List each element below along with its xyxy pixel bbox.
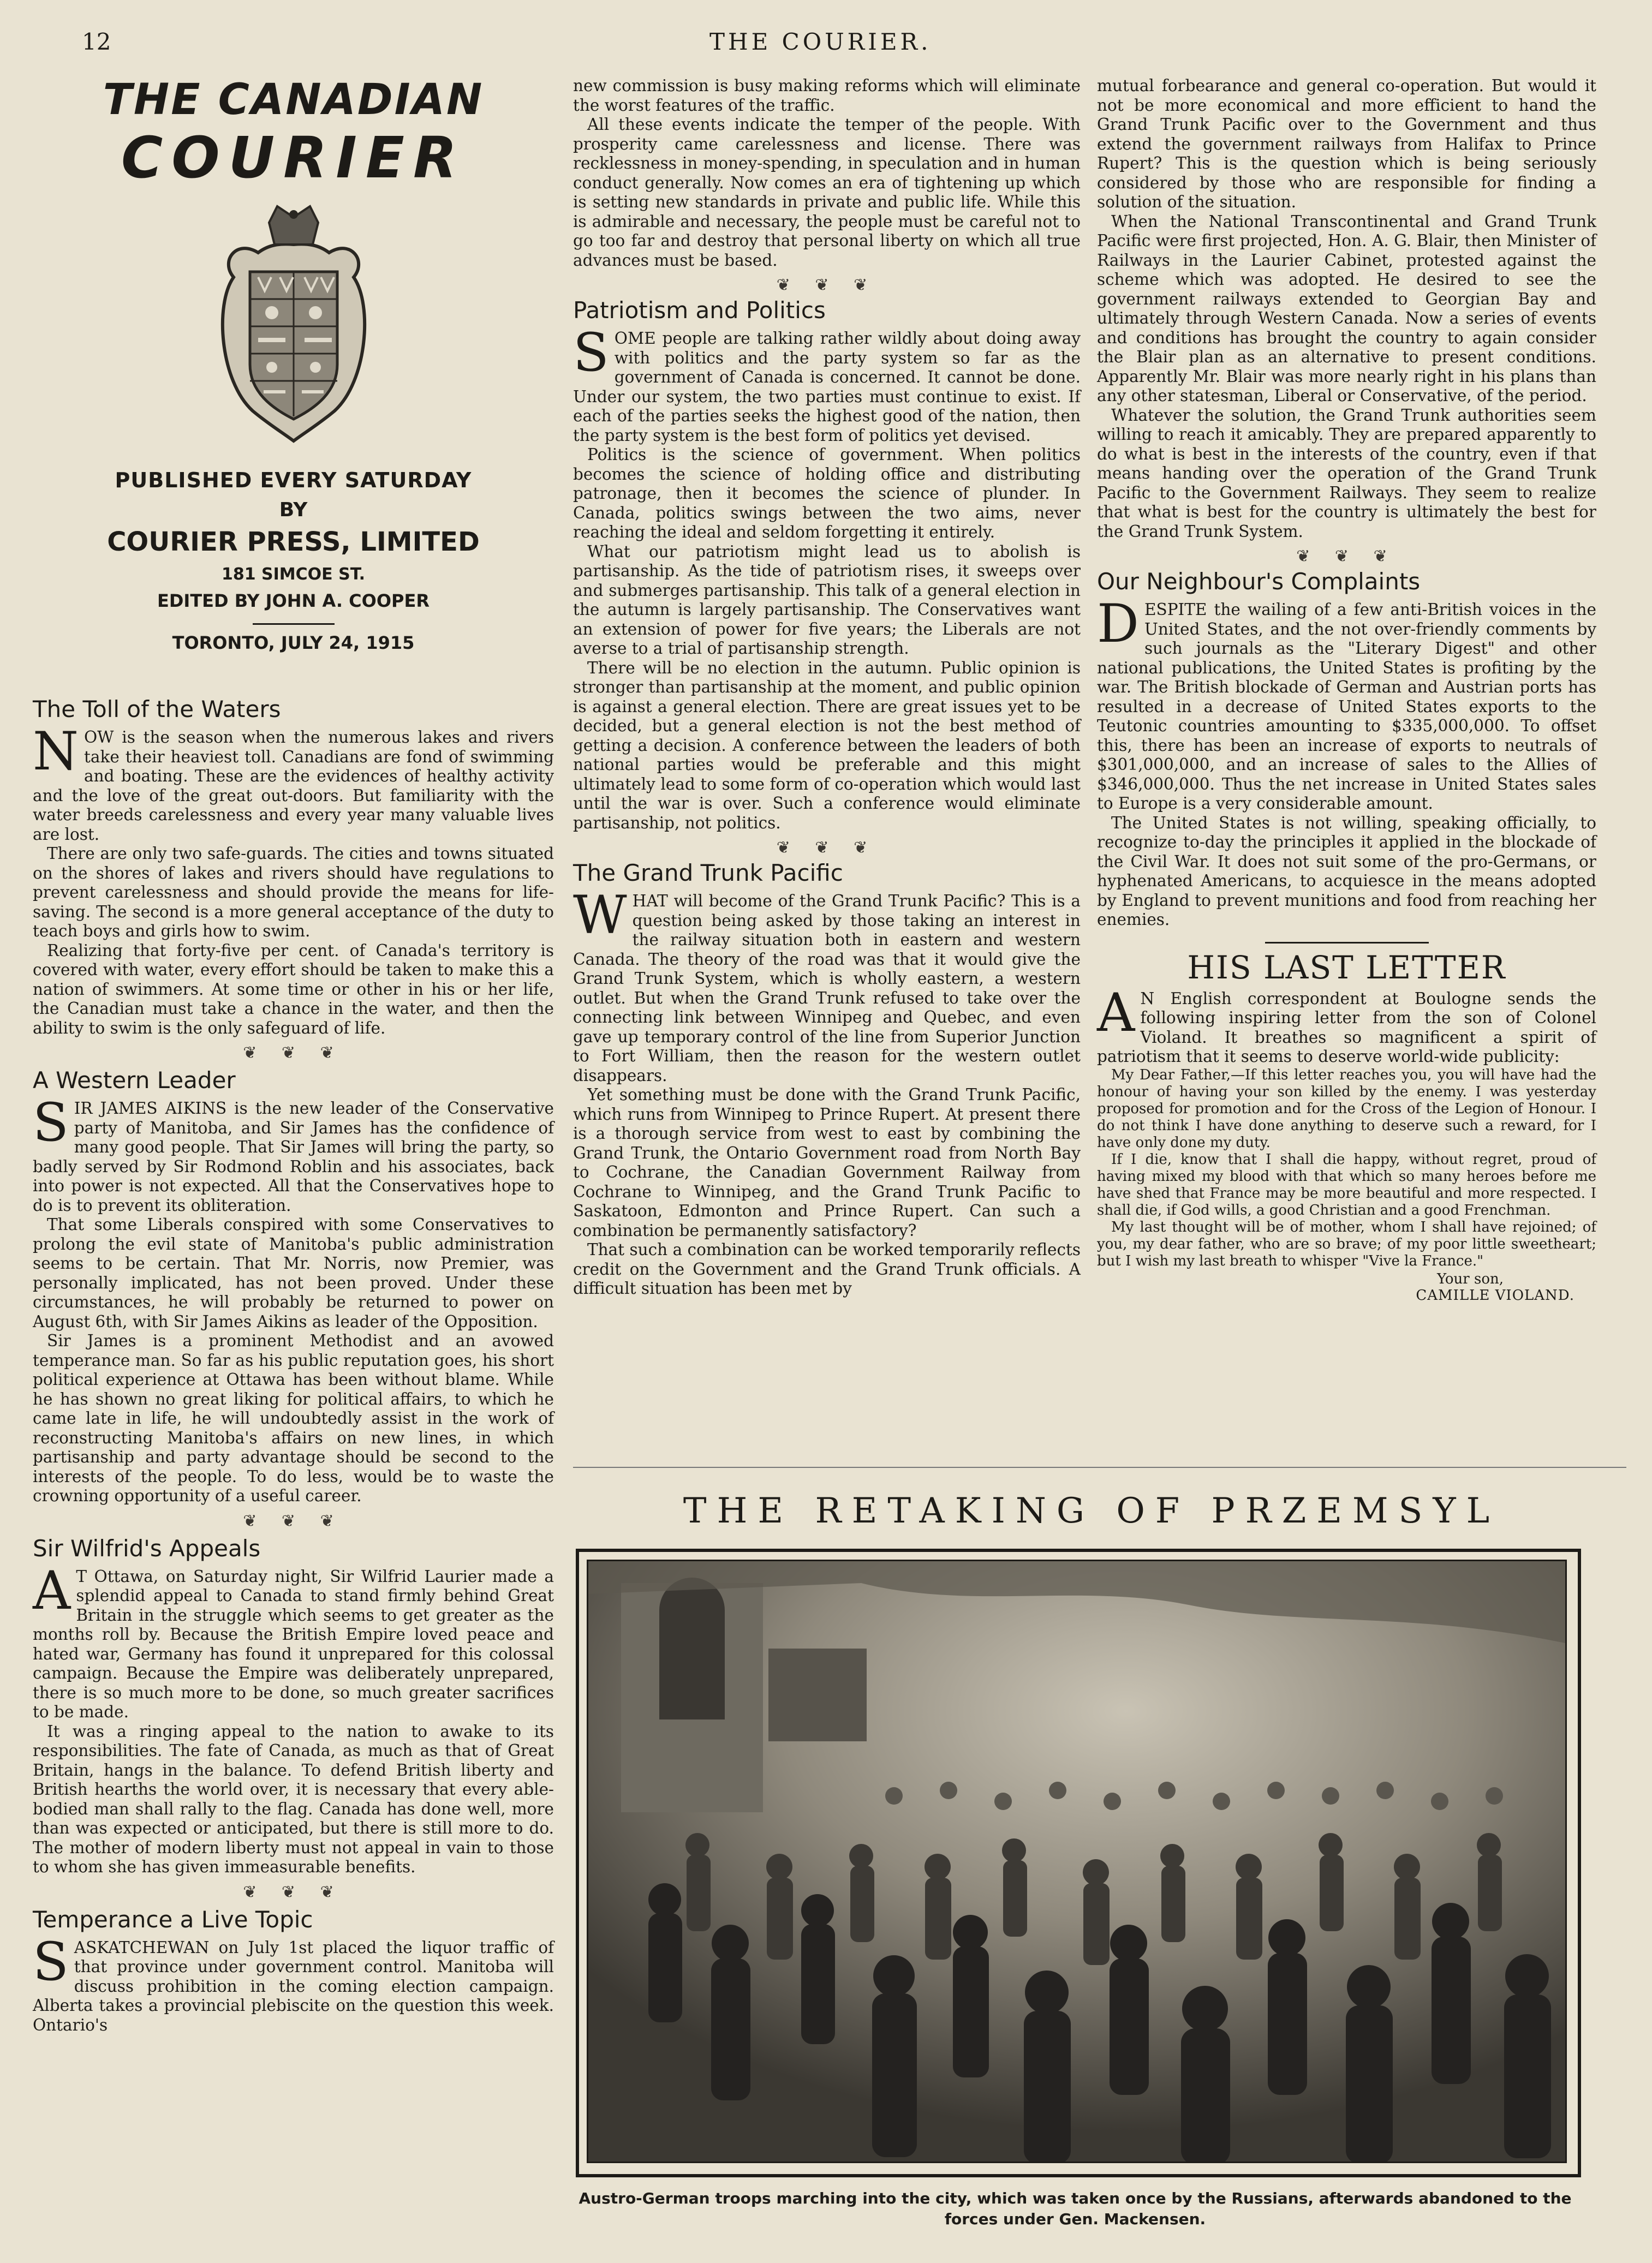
article-heading: A Western Leader — [33, 1067, 236, 1094]
section-ornament: ❦ ❦ ❦ — [243, 1882, 344, 1902]
article-heading: HIS LAST LETTER — [1187, 948, 1506, 986]
article-paragraph: When the National Transcontinental and Grand Trunk Pacific were first projected, Hon. A. G. Blair, then Minister of Railways in the Laurier Cabinet, protested against the scheme which was adopted. He desired to see the government railways extended to Georgian Bay and ultimately through Western Canada. Now a series of events and conditions has brought the country to again consider the Blair plan as an alternative to present conditions. Apparently Mr. Blair was more nearly right in his plans than any other statesman, Liberal or Conservative, of the period. — [1097, 212, 1596, 405]
article-heading: Our Neighbour's Complaints — [1097, 568, 1421, 595]
drop-cap: S — [33, 1092, 69, 1153]
letter-signature: CAMILLE VIOLAND. — [1416, 1287, 1575, 1304]
photo-frame-inner — [587, 1560, 1567, 2163]
column-1 — [33, 65, 554, 2035]
article-paragraph: It was a ringing appeal to the nation to awake to its responsibilities. The fate of Canada, as much as that of Great Britain, hangs in the balance. To defend British liberty and British hearths the world over, it is necessary that every able-bodied man shall rally to the flag. Canada has done well, more than was expected or anticipated, but there is still more to do. The mother of modern liberty must not appeal in vain to those to whom she has given immeasurable benefits. — [33, 1722, 554, 1876]
paragraph-text: OME people are talking rather wildly about doing away with politics and the party system so far as the government of Canada is concerned. It cannot be done. Under our system, the two parties must continue to exist. If each of the parties seeks the highest good of the nation, then the party system is the best form of politics yet devised. — [573, 329, 1081, 445]
section-ornament: ❦ ❦ ❦ — [776, 276, 878, 295]
article-paragraph: There are only two safe-guards. The cities and towns situated on the shores of lakes and rivers should have regulations to prevent carelessness and should provide the means for life-saving. The second is a more general acceptance of the duty to teach boys and girls how to swim. — [33, 844, 554, 940]
article-paragraph — [573, 322, 1081, 445]
paragraph-text: ESPITE the wailing of a few anti-British voices in the United States, and the not over-friendly comments by such journals as the "Literary Digest" and other national publications, the United States is profiting by the war. The British blockade of German and Austrian ports has resulted in a decrease of United States exports to the Teutonic countries amounting to $335,000,000. To offset this, there has been an increase of exports to neutrals of $301,000,000, and an increase of sales to the Allies of $346,000,000. Thus the net increase in United States sales to Europe is a very considerable amount. — [1097, 600, 1596, 813]
article-heading: Sir Wilfrid's Appeals — [33, 1534, 261, 1562]
paragraph-text: ASKATCHEWAN on July 1st placed the liquor traffic of that province under government control. Manitoba will discuss prohibition in the coming election campaign. Alberta takes a provincial plebiscite on the question this week. Ontario's — [33, 1938, 554, 2034]
drop-cap: A — [33, 1560, 71, 1621]
drop-cap: A — [1097, 982, 1135, 1043]
drop-cap: D — [1097, 593, 1139, 654]
drop-cap: S — [573, 322, 609, 383]
paragraph-text: HAT will become of the Grand Trunk Pacific? This is a question being asked by those taking an interest in the railway situation both in eastern and western Canada. The theory of the road was that it would give the Grand Trunk System, which is wholly eastern, a western outlet. But when the Grand Trunk refused to take over the connecting link between Winnipeg and Quebec, and even gave up temporary control of the line from Superior Junction to Fort William, then the reason for the western outlet disappears. — [573, 892, 1081, 1085]
article-paragraph: Sir James is a prominent Methodist and an avowed temperance man. So far as his public reputation goes, his short political experience at Ottawa has been without blame. While he has shown no great liking for political affairs, to which he came late in life, he will undoubtedly assist in the work of reconstructing Manitoba's affairs on new lines, in which partisanship and party advantage should be second to the interests of the people. To do less, would be to waste the crowning opportunity of a useful career. — [33, 1331, 554, 1505]
publication-by: BY — [279, 499, 308, 521]
paragraph-text: N English correspondent at Boulogne sends the following inspiring letter from the son of Colonel Violand. It breathes so magnificent a spirit of patriotism that it seems to deserve world-wide publicity: — [1097, 989, 1596, 1066]
article-paragraph: Whatever the solution, the Grand Trunk authorities seem willing to reach it amicably. They are prepared apparently to do what is best in the interests of the country, even if that means handing over the operation of the Grand Trunk Pacific to the Government Railways. They seem to realize that what is best for the country is ultimately the best for the Grand Trunk System. — [1097, 405, 1596, 541]
dateline: TORONTO, JULY 24, 1915 — [172, 632, 415, 653]
article-heading: Temperance a Live Topic — [33, 1906, 313, 1933]
letter-paragraph: My Dear Father,—If this letter reaches you, you will have had the honour of having your son killed by the enemy. I was yesterday proposed for promotion and for the Cross of the Legion of Honour. I do not think I have done anything to deserve such a reward, for I have only done my duty. — [1097, 1066, 1596, 1151]
article-heading: Patriotism and Politics — [573, 297, 826, 324]
drop-cap: W — [573, 885, 627, 946]
photo-caption: Austro-German troops marching into the city, which was taken once by the Russians, afterwards abandoned to the forces under Gen. Mackensen. — [579, 2189, 1572, 2228]
coat-of-arms-icon — [204, 201, 384, 446]
section-ornament: ❦ ❦ ❦ — [776, 838, 878, 857]
article-paragraph — [33, 1560, 554, 1722]
section-divider — [1265, 942, 1429, 944]
letter-paragraph: If I die, know that I shall die happy, without regret, proud of having mixed my blood with that which so many heroes before me have shed that France may be more beautiful and more respected. I shall die, if God wills, a good Christian and a good Frenchman. — [1097, 1151, 1596, 1219]
article-paragraph: mutual forbearance and general co-operation. But would it not be more economical and more efficient to hand the Grand Trunk Pacific over to the Government and thus extend the government railways from Halifax to Prince Rupert? This is the question which is being seriously considered by those who are responsible for finding a solution of the situation. — [1097, 76, 1596, 211]
article-paragraph: Realizing that forty-five per cent. of Canada's territory is covered with water, every effort should be taken to make this a nation of swimmers. At some time or other in his or her life, the Canadian must take a chance in the water, and then the ability to swim is the only safeguard of life. — [33, 941, 554, 1037]
article-patriotism-and-politics — [573, 297, 1081, 833]
article-paragraph — [1097, 982, 1596, 1067]
publisher-name: COURIER PRESS, LIMITED — [107, 527, 480, 557]
article-paragraph — [1097, 593, 1596, 814]
article-paragraph: Yet something must be done with the Grand Trunk Pacific, which runs from Winnipeg to Prince Rupert. At present there is a thorough service from west to east by combining the Grand Trunk, the Ontario Government road from North Bay to Cochrane, the Canadian Government Railway from Cochrane to Winnipeg, and the Grand Trunk Pacific to Saskatoon, Edmonton and Prince Rupert. Can such a combination be permanently satisfactory? — [573, 1085, 1081, 1240]
article-grand-trunk-pacific — [573, 859, 1081, 1299]
article-paragraph: That such a combination can be worked temporarily reflects credit on the Government and the Grand Trunk officials. A difficult situation has been met by — [573, 1240, 1081, 1298]
paragraph-text: OW is the season when the numerous lakes and rivers take their heaviest toll. Canadians are fond of swimming and boating. These are the evidences of healthy activity and the love of the great out-doors. But familiarity with the water breeds carelessness and every year many valuable lives are lost. — [33, 728, 554, 844]
article-paragraph — [33, 721, 554, 844]
article-paragraph: new commission is busy making reforms which will eliminate the worst features of the traffic. — [573, 76, 1081, 115]
article-paragraph: All these events indicate the temper of the people. With prosperity came carelessness and license. There was recklessness in money-spending, in speculation and in human conduct generally. Now comes an era of tightening up which is setting new standards in private and public life. While this is admirable and necessary, the people must be careful not to go too far and destroy that personal liberty on which all true advances must be based. — [573, 115, 1081, 270]
article-paragraph: That some Liberals conspired with some Conservatives to prolong the evil state of Manitoba's public administration seems to be certain. That Mr. Norris, now Premier, was personally implicated, has not been proved. Under these circumstances, he will probably be returned to power on August 6th, with Sir James Aikins as leader of the Opposition. — [33, 1215, 554, 1331]
section-ornament: ❦ ❦ ❦ — [243, 1511, 344, 1531]
masthead-title-line2: COURIER — [121, 124, 466, 191]
article-toll-of-the-waters — [33, 696, 554, 1038]
drop-cap: N — [33, 721, 79, 782]
column-2 — [573, 76, 1081, 1299]
section-ornament: ❦ ❦ ❦ — [1296, 547, 1397, 566]
column-3 — [1097, 76, 1596, 1304]
article-paragraph: There will be no election in the autumn. Public opinion is stronger than partisanship at the moment, and public opinion is against a general election. There are great issues yet to be decided, but a general election is not the best method of getting a decision. A conference between the leaders of both national parties would be preferable and this might ultimately lead to some form of co-operation which would last until the war is over. Such a conference would eliminate partisanship, not politics. — [573, 658, 1081, 832]
drop-cap: S — [33, 1931, 69, 1992]
letter-closing: Your son, — [1436, 1270, 1504, 1287]
masthead-divider — [253, 623, 335, 625]
paragraph-text: IR JAMES AIKINS is the new leader of the Conservative party of Manitoba, and Sir James has the confidence of many good people. That Sir James will bring the party, so badly served by Sir Rodmond Roblin and his associates, back into power is not expected. All that the Conservatives hope to do is to prevent its obliteration. — [33, 1099, 554, 1215]
article-sir-wilfrids-appeals — [33, 1535, 554, 1877]
masthead-title-line1: THE CANADIAN — [103, 75, 484, 124]
article-western-leader — [33, 1067, 554, 1506]
section-separator — [573, 1467, 1626, 1468]
article-paragraph — [573, 885, 1081, 1085]
article-heading: The Toll of the Waters — [33, 696, 281, 723]
article-paragraph — [33, 1931, 554, 2035]
publisher-address: 181 SIMCOE ST. — [221, 565, 366, 584]
troops-marching-photo — [588, 1561, 1565, 2162]
editor-credit: EDITED BY JOHN A. COOPER — [157, 590, 430, 611]
photo-title: THE RETAKING OF PRZEMSYL — [683, 1491, 1500, 1531]
paragraph-text: T Ottawa, on Saturday night, Sir Wilfrid Laurier made a splendid appeal to Canada to stand firmly behind Great Britain in the struggle which seems to get greater as the months roll by. Because the British Empire loved peace and hated war, Germany has found it unprepared for this colossal campaign. Because the Empire was deliberately unprepared, there is so much more to be done, so much greater sacrifices to be made. — [33, 1567, 554, 1721]
article-paragraph: Politics is the science of government. When politics becomes the science of holding office and distributing patronage, then it becomes the science of plunder. In Canada, politics swings between the two aims, never reaching the ideal and seldom forgetting it entirely. — [573, 445, 1081, 541]
article-paragraph: The United States is not willing, speaking officially, to recognize to-day the principles it applied in the blockade of the Civil War. It does not suit some of the pro-Germans, or hyphenated Americans, to acquiesce in the means adopted by England to prevent munitions and food from reaching her enemies. — [1097, 813, 1596, 929]
section-ornament: ❦ ❦ ❦ — [243, 1043, 344, 1062]
page-number: 12 — [82, 28, 111, 55]
running-head: THE COURIER. — [709, 28, 932, 55]
article-his-last-letter — [1097, 949, 1596, 1304]
article-neighbours-complaints — [1097, 568, 1596, 930]
article-heading: The Grand Trunk Pacific — [573, 859, 843, 886]
letter-paragraph: My last thought will be of mother, whom I shall have rejoined; of you, my dear father, who are so brave; of my poor little sweetheart; but I wish my last breath to whisper "Vive la France." — [1097, 1219, 1596, 1269]
article-paragraph — [33, 1092, 554, 1215]
publication-frequency: PUBLISHED EVERY SATURDAY — [115, 468, 472, 492]
article-temperance — [33, 1906, 554, 2035]
article-paragraph: What our patriotism might lead us to abolish is partisanship. As the tide of patriotism rises, it sweeps over and submerges partisanship. This talk of a general election in the autumn is largely partisanship. The Conservatives want an extension of power for five years; the Liberals are not averse to a trial of partisanship strength. — [573, 542, 1081, 658]
